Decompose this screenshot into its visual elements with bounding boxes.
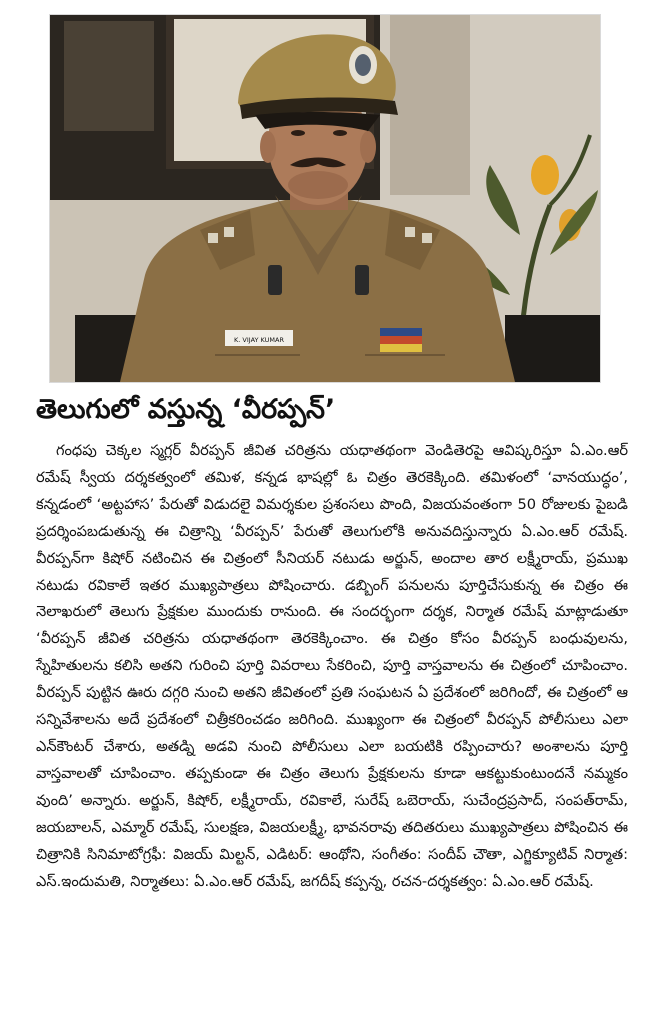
headline: తెలుగులో వస్తున్న ‘వీరప్పన్’ <box>36 394 336 425</box>
lead-photo <box>49 14 601 383</box>
article-body <box>36 438 628 895</box>
name-tag: K. VIJAY KUMAR <box>234 336 284 344</box>
police-officer-photo <box>50 15 600 382</box>
article-paragraph: గంధపు చెక్కల స్మగ్లర్ వీరప్పన్ జీవిత చరిత్రను యధాతథంగా వెండితెరపై ఆవిష్కరిస్తూ ఏ.ఎం.ఆర్ రమేష్ స్వీయ దర్శకత్వంలో తమిళ, కన్నడ భాషల్లో ఓ చిత్రం తెరకెక్కింది. తమిళంలో ‘వానయుద్ధం’, కన్నడంలో ‘అట్టహాస’ పేరుతో విడుదలై విమర్శకుల ప్రశంసలు పొంది, విజయవంతంగా 50 రోజులకు పైబడి ప్రదర్శింపబడుతున్న ఈ చిత్రాన్ని ‘వీరప్పన్’ పేరుతో తెలుగులోకి అనువదిస్తున్నారు ఏ.ఎం.ఆర్ రమేష్. వీరప్పన్‌గా కిషోర్ నటించిన ఈ చిత్రంలో సీనియర్ నటుడు అర్జున్, అందాల తార లక్ష్మీరాయ్, ప్రముఖ నటుడు రవికాలే ఇతర ముఖ్యపాత్రలు పోషించారు. డబ్బింగ్ పనులను పూర్తిచేసుకున్న ఈ చిత్రం ఈ నెలాఖరులో తెలుగు ప్రేక్షకుల ముందుకు రానుంది. ఈ సందర్భంగా దర్శక, నిర్మాత రమేష్ మాట్లాడుతూ ‘వీరప్పన్ జీవిత చరిత్రను యధాతథంగా తెరకెక్కించాం. ఈ చిత్రం కోసం వీరప్పన్ బంధువులను, స్నేహితులను కలిసి అతని గురించి పూర్తి వివరాలు సేకరించి, పూర్తి వాస్తవాలను ఈ చిత్రంలో చూపించాం. వీరప్పన్ పుట్టిన ఊరు దగ్గరి నుంచి అతని జీవితంలో ప్రతి సంఘటన ఏ ప్రదేశంలో జరిగిందో, ఈ చిత్రంలో ఆ సన్నివేశాలను అదే ప్రదేశంలో చిత్రీకరించడం జరిగింది. ముఖ్యంగా ఈ చిత్రంలో వీరప్పన్ పోలీసులు ఎలా ఎన్‌కౌంటర్ చేశారు, అతడ్ని అడవి నుంచి పోలీసులు ఎలా బయటికి రప్పించారు? అంశాలను పూర్తి వాస్తవాలతో చూపించాం. తప్పకుండా ఈ చిత్రం తెలుగు ప్రేక్షకులను కూడా ఆకట్టుకుంటుందనే నమ్మకం వుంది’ అన్నారు. అర్జున్, కిషోర్, లక్ష్మీరాయ్, రవికాలే, సురేష్ ఒబెరాయ్, సుచేంద్రప్రసాద్, సంపత్‌రామ్, జయబాలన్, ఎమ్మార్ రమేష్, సులక్షణ, విజయలక్ష్మీ, భావనరావు తదితరులు ముఖ్యపాత్రలు పోషించిన ఈ చిత్రానికి సినిమాటోగ్రఫీ: విజయ్ మిల్టన్, ఎడిటర్: ఆంథోని, సంగీతం: సందీప్ చౌతా, ఎగ్జిక్యూటివ్ నిర్మాత: ఎస్.ఇందుమతి, నిర్మాతలు: ఏ.ఎం.ఆర్ రమేష్, జగదీష్ కప్పన్న, రచన-దర్శకత్వం: ఏ.ఎం.ఆర్ రమేష్. <box>36 442 628 890</box>
